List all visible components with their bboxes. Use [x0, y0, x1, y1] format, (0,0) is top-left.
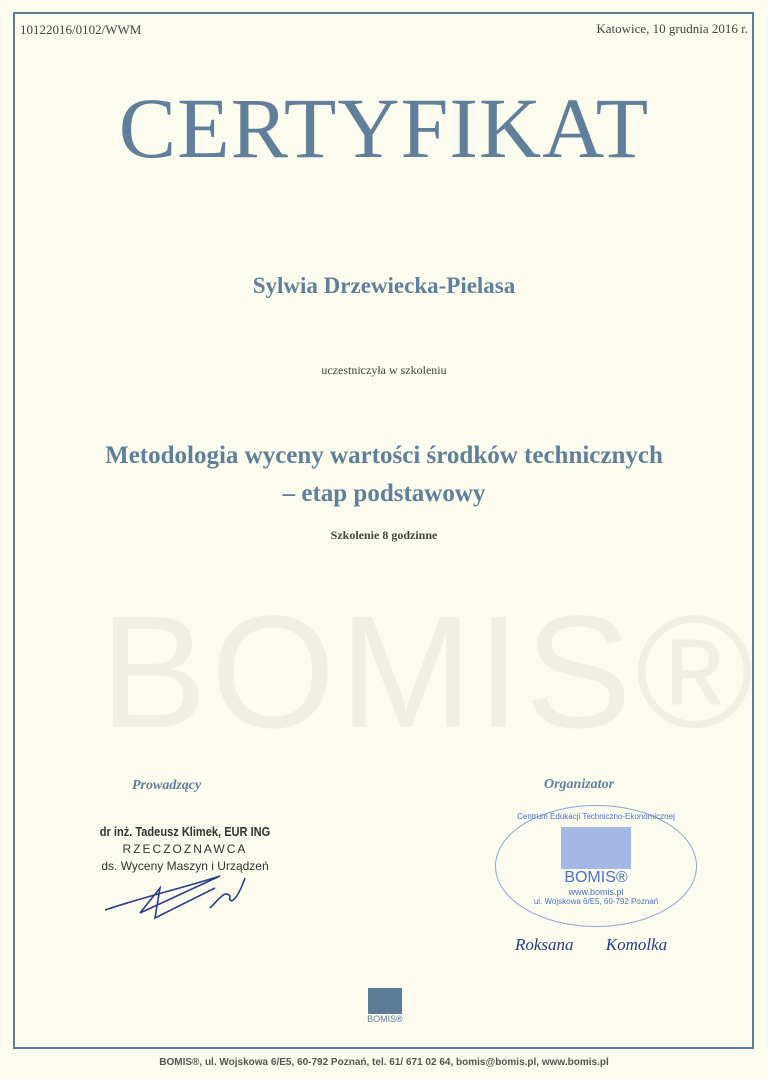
organizer-label: Organizator: [544, 777, 615, 792]
stamp-url: www.bomis.pl: [568, 887, 624, 897]
course-title: [0, 437, 768, 513]
reference-number: 10122016/0102/WWM: [20, 22, 142, 37]
recipient-name: Sylwia Drzewiecka-Pielasa: [252, 273, 516, 298]
instructor-specialty: ds. Wyceny Maszyn i Urządzeń: [101, 859, 269, 873]
instructor-label: Prowadzący: [132, 778, 202, 793]
bomis-logo-icon: [368, 988, 402, 1014]
participation-text: uczestniczyła w szkoleniu: [321, 363, 447, 377]
instructor-name: dr inż. Tadeusz Klimek, EUR ING: [99, 824, 271, 839]
stamp-logo-icon: [561, 827, 631, 869]
certificate-title: CERTYFIKAT: [118, 80, 650, 176]
organizer-stamp: [495, 805, 697, 927]
course-line-1: Metodologia wyceny wartości środków technicznych: [105, 442, 663, 469]
stamp-brand: BOMIS®: [564, 869, 628, 886]
bomis-logo: [365, 988, 405, 1024]
watermark: BOMIS®: [100, 582, 758, 761]
stamp-address: ul. Wojskowa 6/E5, 60-792 Poznań: [533, 897, 659, 906]
stamp-text: Centrum Edukacji Techniczno-Ekonomicznej: [517, 812, 675, 821]
course-duration: Szkolenie 8 godzinne: [330, 528, 438, 542]
course-line-2: – etap podstawowy: [282, 480, 486, 507]
place-date: Katowice, 10 grudnia 2016 r.: [596, 21, 748, 36]
instructor-role: RZECZOZNAWCA: [122, 842, 248, 856]
bomis-logo-text: BOMIS®: [367, 1014, 403, 1024]
organizer-signature: Roksana Komolka: [515, 935, 668, 954]
instructor-signature: [100, 868, 260, 928]
footer-contact: BOMIS®, ul. Wojskowa 6/E5, 60-792 Poznań, tel. 61/ 671 02 64, bomis@bomis.pl, www.bomis.pl: [159, 1057, 609, 1068]
instructor-block: [60, 824, 310, 873]
